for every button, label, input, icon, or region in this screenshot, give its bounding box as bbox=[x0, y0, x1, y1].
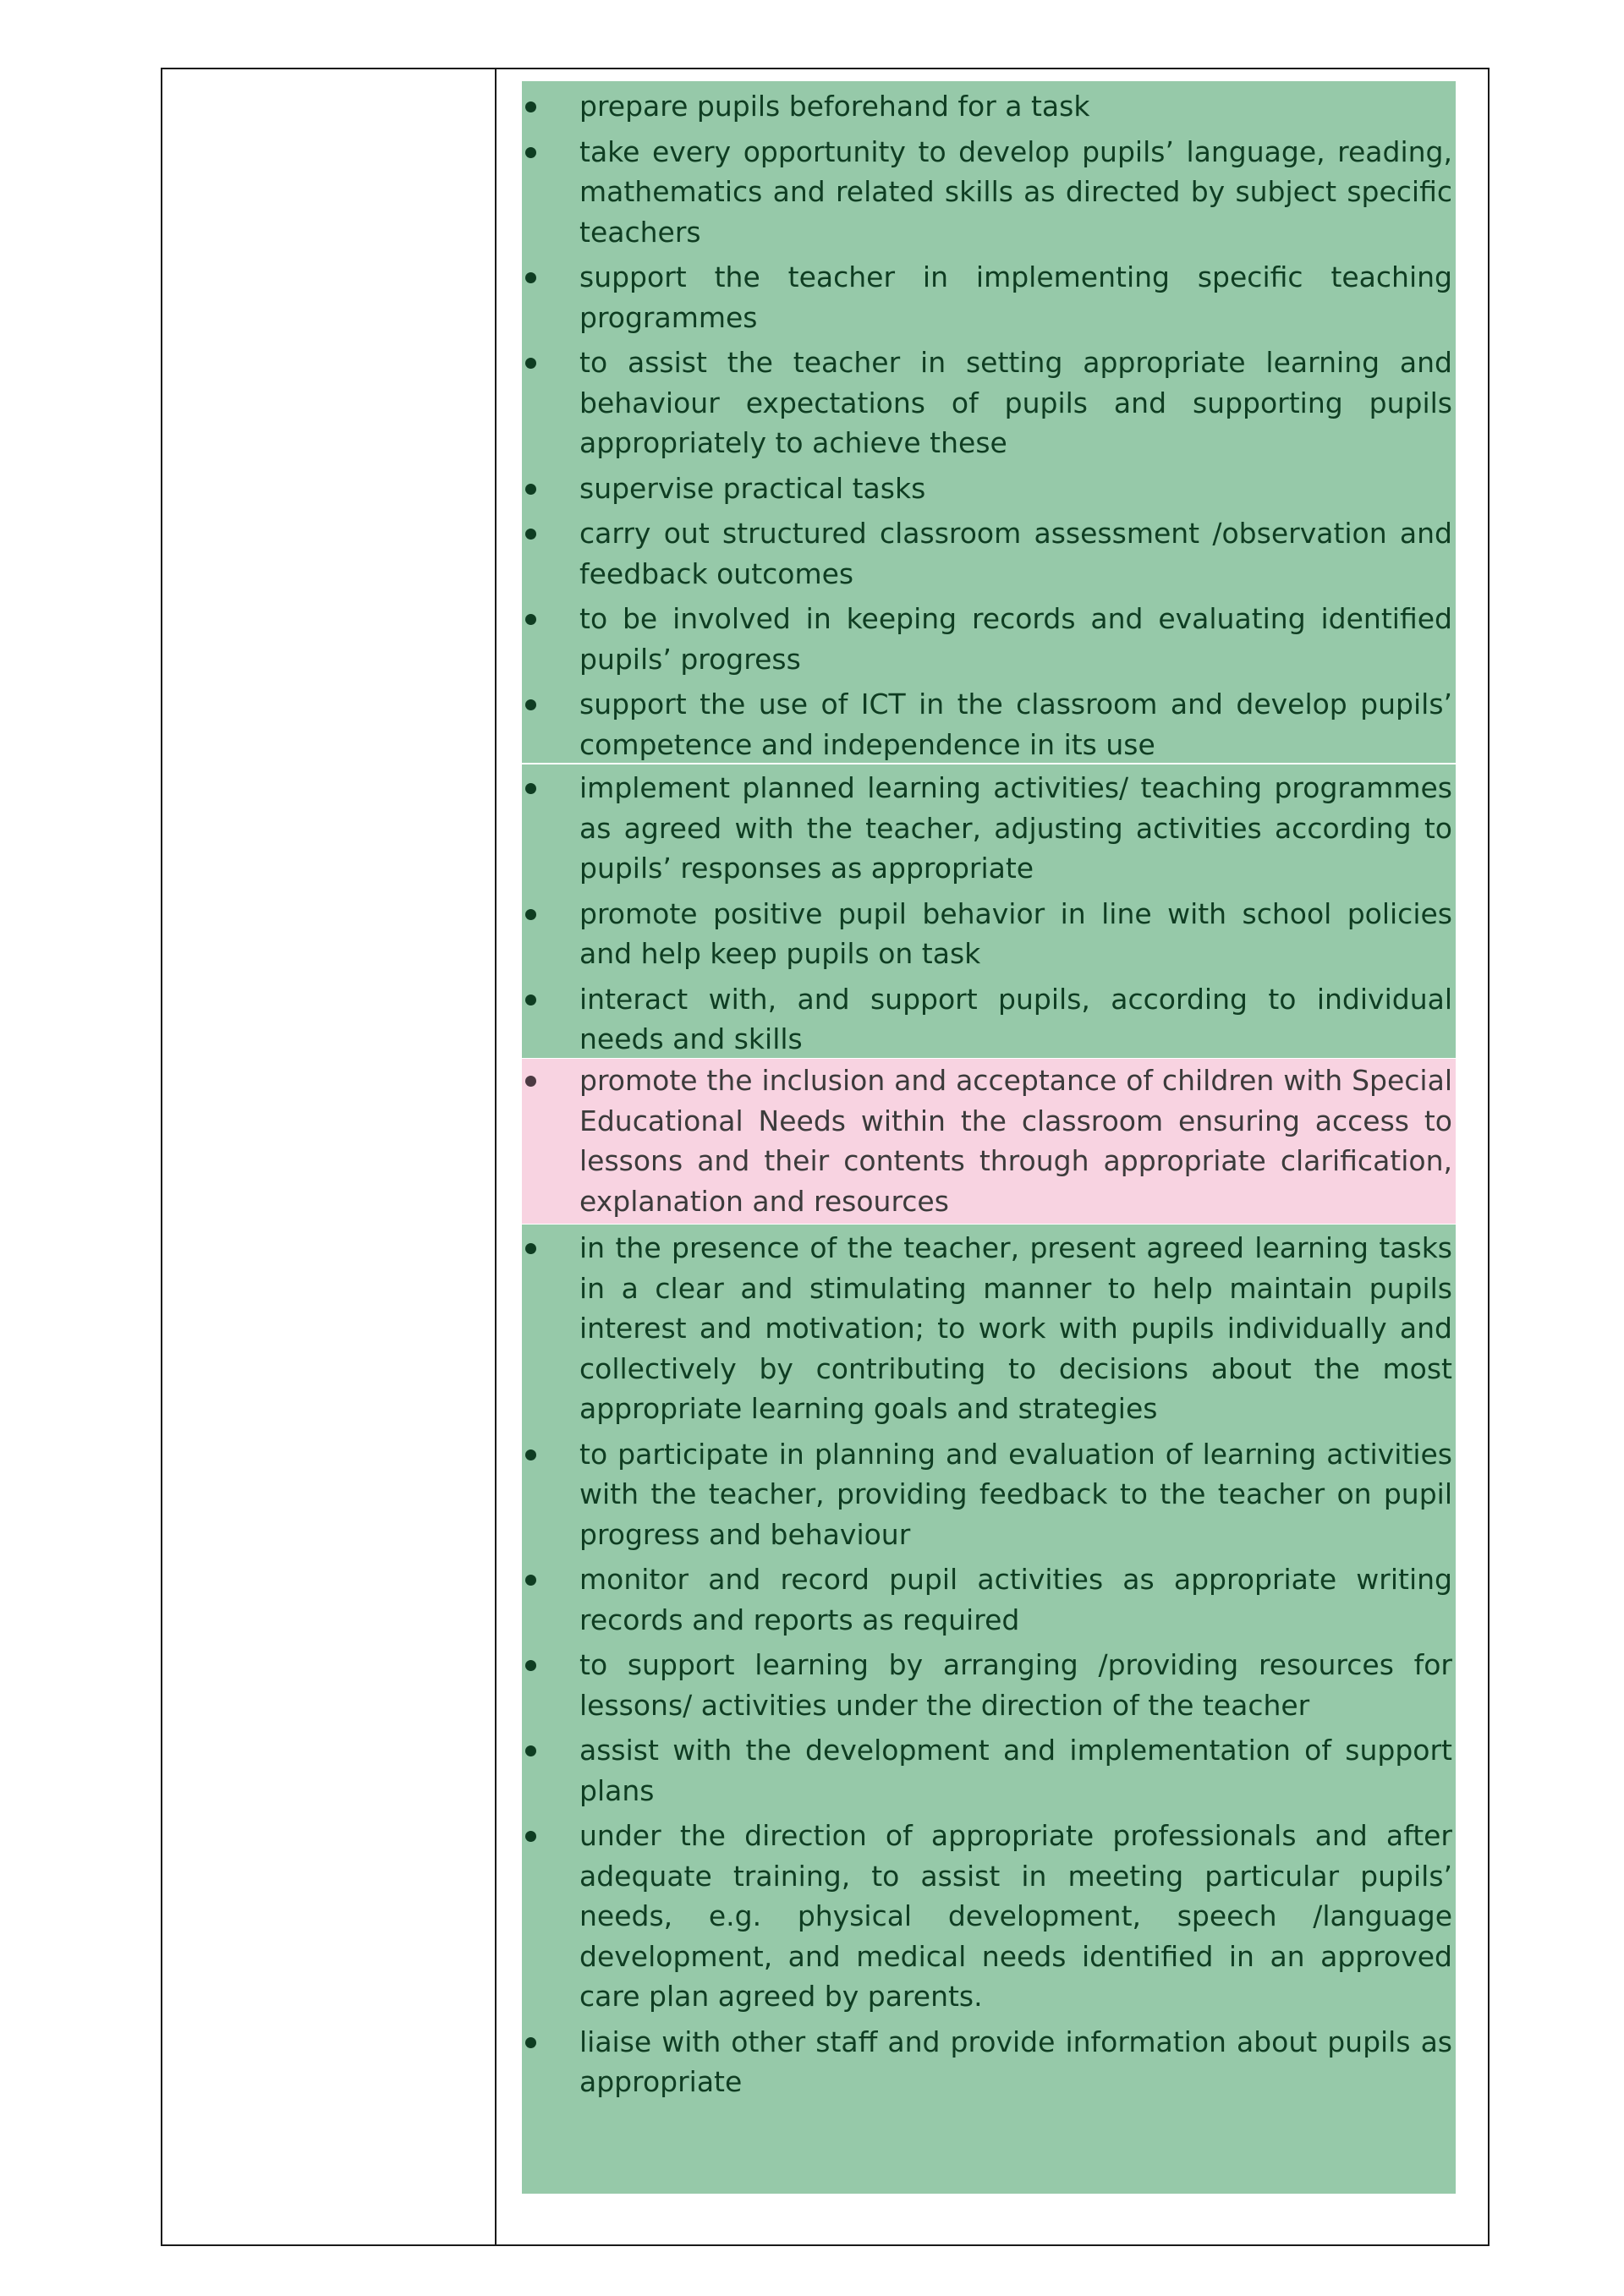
list-item bbox=[522, 1645, 1452, 1725]
list-item bbox=[522, 2022, 1452, 2102]
list-item bbox=[522, 513, 1452, 594]
list-item bbox=[522, 1228, 1452, 1429]
bullet-icon bbox=[525, 614, 536, 625]
list-item bbox=[522, 469, 1452, 509]
bullet-icon bbox=[525, 358, 536, 369]
bullet-icon bbox=[525, 2037, 536, 2048]
bullet-list bbox=[522, 1228, 1452, 2102]
list-item-text: assist with the development and implementation of support plans bbox=[579, 1734, 1452, 1807]
list-item bbox=[522, 1434, 1452, 1555]
list-item bbox=[522, 86, 1452, 127]
document-table bbox=[161, 68, 1490, 2246]
table-right-cell bbox=[497, 69, 1488, 2244]
list-item bbox=[522, 1730, 1452, 1811]
bullet-icon bbox=[525, 1575, 536, 1586]
bullet-icon bbox=[525, 101, 536, 112]
bullet-icon bbox=[525, 783, 536, 794]
bullet-icon bbox=[525, 1243, 536, 1254]
list-item-text: interact with, and support pupils, according to individual needs and skills bbox=[579, 982, 1452, 1055]
list-item bbox=[522, 768, 1452, 889]
list-item-text: to assist the teacher in setting appropriate learning and behaviour expectations of pupils and supporting pupils appropriately to achieve these bbox=[579, 346, 1452, 459]
bullet-icon bbox=[525, 1745, 536, 1756]
list-item-text: supervise practical tasks bbox=[579, 471, 926, 505]
table-left-cell bbox=[162, 69, 497, 2244]
list-item bbox=[522, 979, 1452, 1060]
list-item-text: take every opportunity to develop pupils’ language, reading, mathematics and related skills as directed by subject specific teachers bbox=[579, 134, 1452, 249]
list-item-text: in the presence of the teacher, present agreed learning tasks in a clear and stimulating manner to help maintain pupils interest and motivation; to work with pupils individually and collectively by contributing to decisions about the most appropriate learning goals and strategies bbox=[579, 1231, 1452, 1425]
bullet-icon bbox=[525, 909, 536, 920]
bullet-icon bbox=[525, 1660, 536, 1671]
bullet-icon bbox=[525, 529, 536, 540]
bullet-list bbox=[522, 86, 1452, 764]
list-item-text: carry out structured classroom assessment /observation and feedback outcomes bbox=[579, 517, 1452, 590]
bullet-icon bbox=[525, 147, 536, 158]
list-item bbox=[522, 894, 1452, 974]
list-item-text: prepare pupils beforehand for a task bbox=[579, 90, 1090, 123]
list-item-text: support the teacher in implementing specific teaching programmes bbox=[579, 260, 1452, 334]
list-item bbox=[522, 599, 1452, 679]
bullet-icon bbox=[525, 272, 536, 283]
list-item-text: monitor and record pupil activities as appropriate writing records and reports as required bbox=[579, 1563, 1452, 1636]
list-item bbox=[522, 1559, 1452, 1640]
bullet-list bbox=[522, 768, 1452, 1060]
highlight-block-green-1 bbox=[522, 81, 1456, 763]
list-item-text: implement planned learning activities/ teaching programmes as agreed with the teacher, adjusting activities according to pupils’ responses as appropriate bbox=[579, 771, 1452, 885]
list-item-text: to support learning by arranging /providing resources for lessons/ activities under the direction of the teacher bbox=[579, 1648, 1452, 1722]
bullet-icon bbox=[525, 484, 536, 495]
list-item bbox=[522, 1816, 1452, 2017]
bullet-icon bbox=[525, 1076, 536, 1087]
list-item-text: support the use of ICT in the classroom and develop pupils’ competence and independence in its use bbox=[579, 688, 1452, 761]
bullet-icon bbox=[525, 1449, 536, 1460]
list-item-text: promote positive pupil behavior in line with school policies and help keep pupils on task bbox=[579, 896, 1452, 970]
bullet-icon bbox=[525, 699, 536, 710]
highlight-block-green-3 bbox=[522, 1225, 1456, 2194]
highlight-block-pink bbox=[522, 1059, 1456, 1224]
list-item-text: liaise with other staff and provide information about pupils as appropriate bbox=[579, 2025, 1452, 2098]
list-item bbox=[522, 342, 1452, 463]
list-item bbox=[522, 257, 1452, 337]
bullet-icon bbox=[525, 1831, 536, 1842]
bullet-icon bbox=[525, 995, 536, 1006]
highlight-block-green-2 bbox=[522, 764, 1456, 1058]
list-item-text: promote the inclusion and acceptance of children with Special Educational Needs within the classroom ensuring access to lessons and their contents through appropriate clarification, explanation and resources bbox=[579, 1064, 1452, 1218]
list-item bbox=[522, 684, 1452, 764]
bullet-list bbox=[522, 1060, 1452, 1221]
list-item bbox=[522, 132, 1452, 253]
list-item-text: to participate in planning and evaluation of learning activities with the teacher, providing feedback to the teacher on pupil progress and behaviour bbox=[579, 1437, 1452, 1551]
list-item-text: to be involved in keeping records and evaluating identified pupils’ progress bbox=[579, 602, 1452, 676]
list-item-text: under the direction of appropriate professionals and after adequate training, to assist in meeting particular pupils’ needs, e.g. physical development, speech /language development, and medical needs identified in an approved care plan agreed by parents. bbox=[579, 1819, 1452, 2013]
list-item bbox=[522, 1060, 1452, 1221]
